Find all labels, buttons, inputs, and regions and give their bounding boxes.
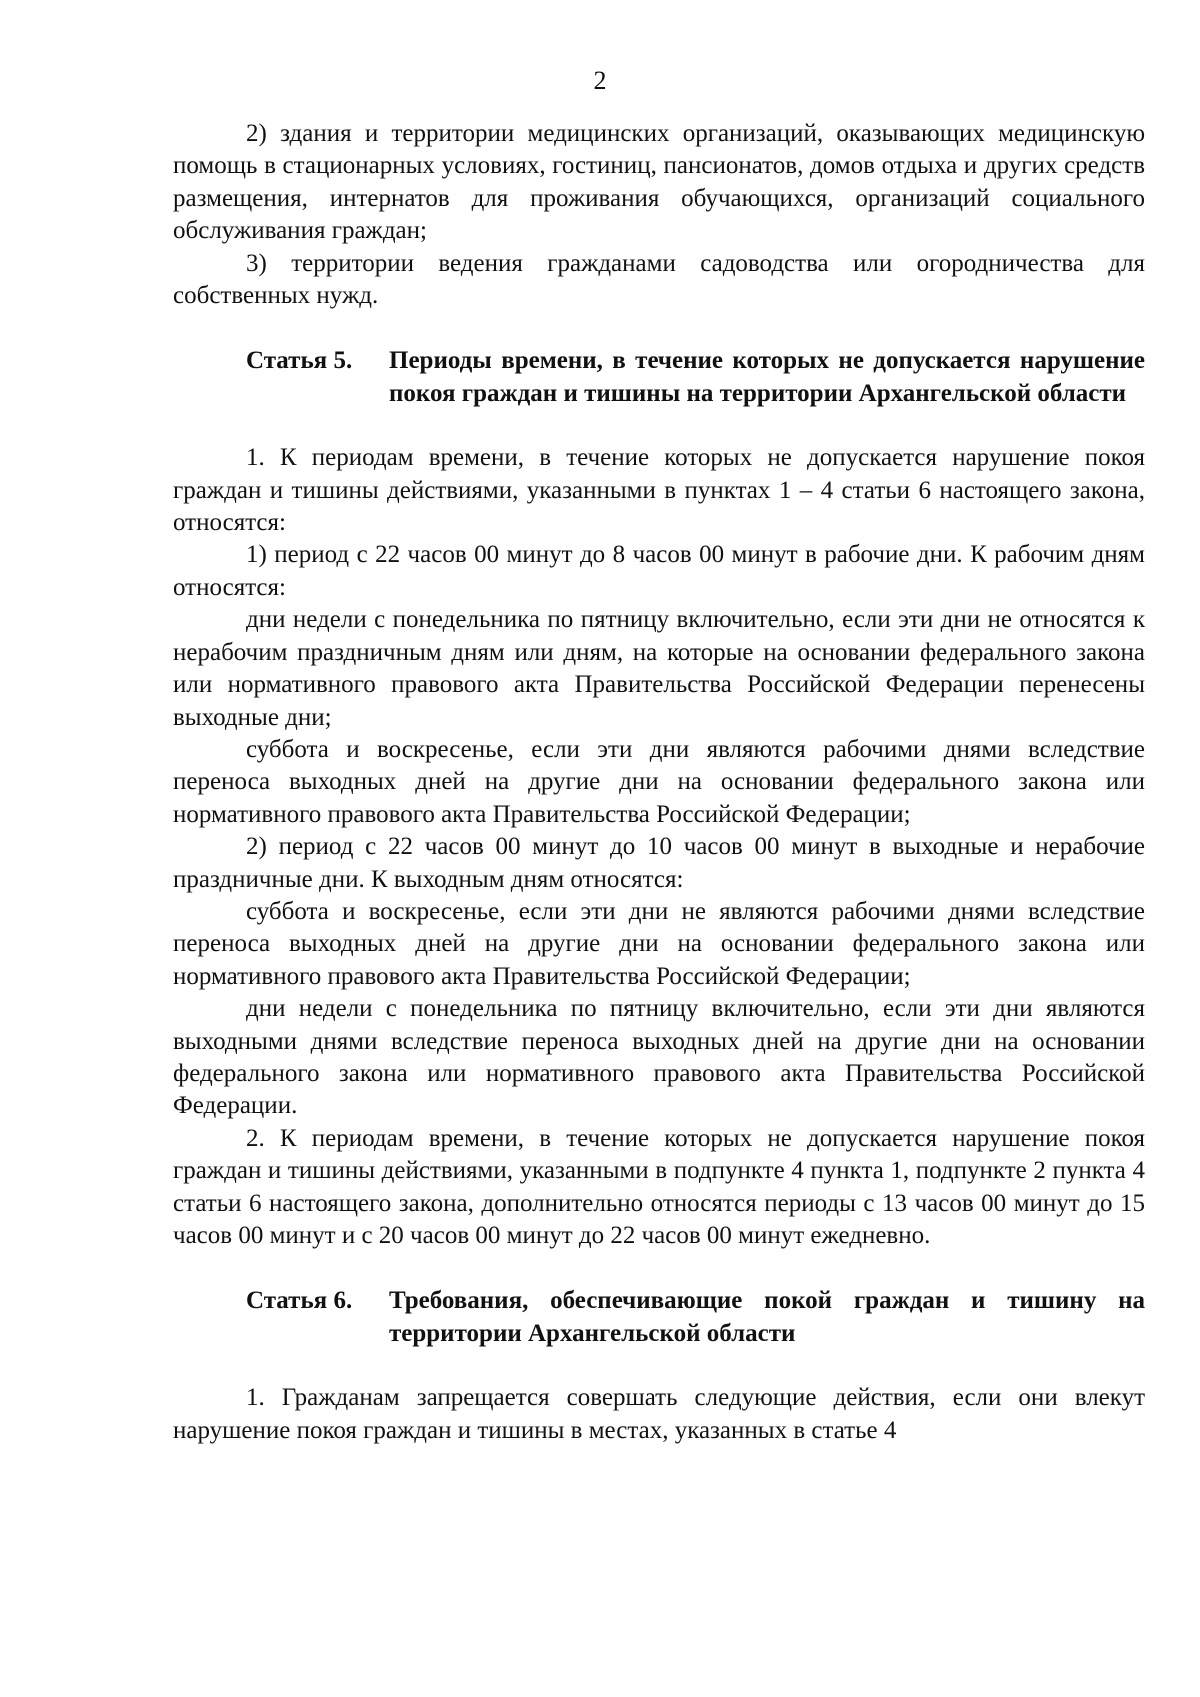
article-title: Периоды времени, в течение которых не допускается нарушение покоя граждан и тишины на территории Архангельской области — [389, 347, 1145, 407]
article-5-heading — [173, 345, 1145, 410]
paragraph: дни недели с понедельника по пятницу включительно, если эти дни не относятся к нерабочим праздничным дням или дням, на которые на основании федерального закона или нормативного правового акта Правительства Российской Федерации перенесены выходные дни; — [173, 606, 1145, 731]
paragraph: 2) здания и территории медицинских организаций, оказывающих медицинскую помощь в стационарных условиях, гостиниц, пансионатов, домов отдыха и других средств размещения, интернатов для проживания обучающихся, организаций социального обслуживания граждан; — [173, 120, 1145, 245]
article-label: Статья 6. — [246, 1287, 353, 1315]
paragraph: суббота и воскресенье, если эти дни не являются рабочими днями вследствие переноса выходных дней на другие дни на основании федерального закона или нормативного правового акта Правительства Российской Федерации; — [173, 897, 1145, 990]
page-number: 2 — [593, 66, 607, 95]
article-label: Статья 5. — [246, 347, 353, 375]
paragraph: 1. К периодам времени, в течение которых не допускается нарушение покоя граждан и тишины действиями, указанными в пунктах 1 – 4 статьи 6 настоящего закона, относятся: — [173, 444, 1145, 537]
paragraph: дни недели с понедельника по пятницу включительно, если эти дни являются выходными днями вследствие переноса выходных дней на другие дни на основании федерального закона или нормативного правового акта Правительства Российской Федерации. — [173, 995, 1145, 1120]
paragraph: 1. Гражданам запрещается совершать следующие действия, если они влекут нарушение покоя граждан и тишины в местах, указанных в статье 4 — [173, 1384, 1145, 1444]
article-6-heading — [173, 1285, 1145, 1350]
paragraph: 1) период с 22 часов 00 минут до 8 часов 00 минут в рабочие дни. К рабочим дням относятся: — [173, 541, 1145, 601]
paragraph: суббота и воскресенье, если эти дни являются рабочими днями вследствие переноса выходных дней на другие дни на основании федерального закона или нормативного правового акта Правительства Российской Федерации; — [173, 735, 1145, 828]
paragraph: 3) территории ведения гражданами садоводства или огородничества для собственных нужд. — [173, 249, 1145, 310]
article-title: Требования, обеспечивающие покой граждан и тишину на территории Архангельской области — [389, 1287, 1145, 1347]
paragraph: 2. К периодам времени, в течение которых не допускается нарушение покоя граждан и тишины действиями, указанными в подпункте 4 пункта 1, подпункте 2 пункта 4 статьи 6 настоящего закона, дополнительно относятся периоды с 13 часов 00 минут до 15 часов 00 минут и с 20 часов 00 минут до 22 часов 00 минут ежедневно. — [173, 1124, 1145, 1249]
document-body — [173, 118, 1145, 1447]
paragraph: 2) период с 22 часов 00 минут до 10 часов 00 минут в выходные и нерабочие праздничные дни. К выходным дням относятся: — [173, 833, 1145, 893]
